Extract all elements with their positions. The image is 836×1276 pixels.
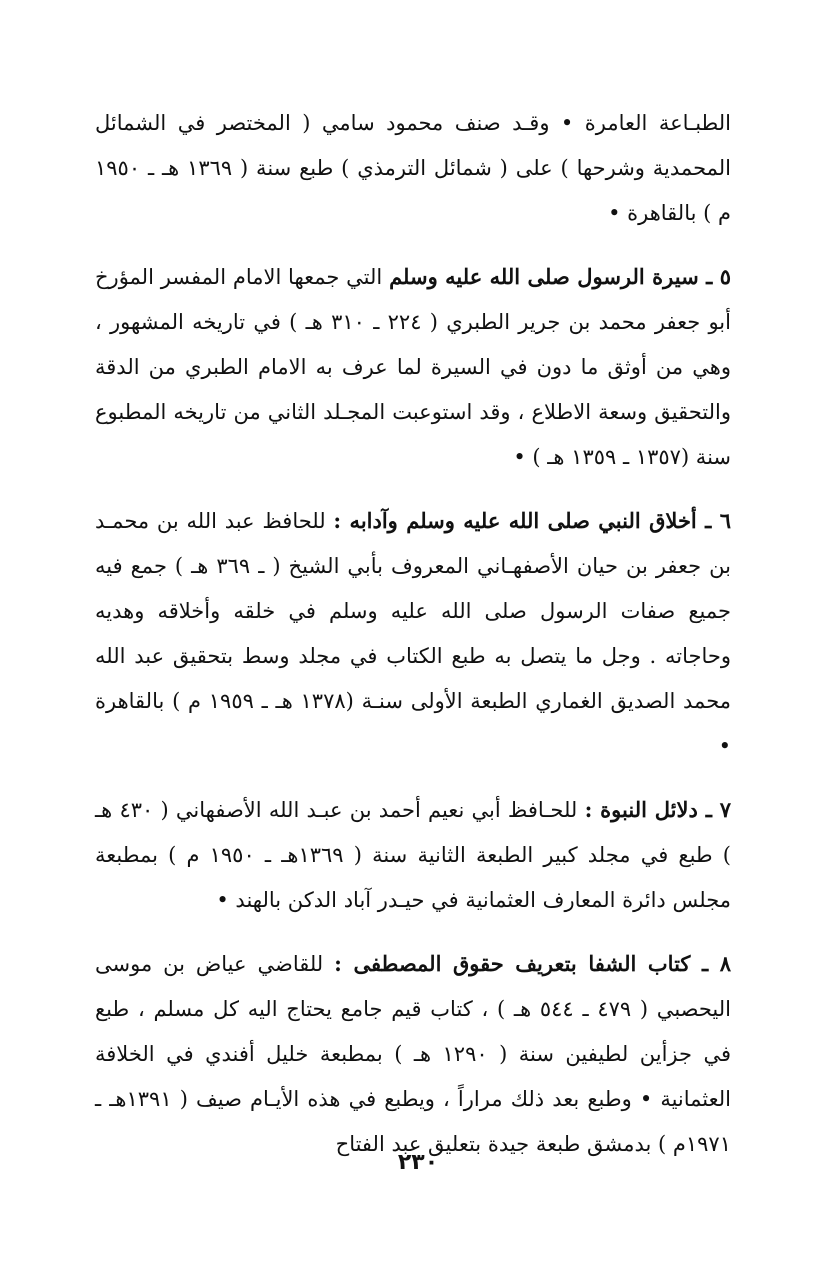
paragraph-2-heading: ٥ ـ سيرة الرسول صلى الله عليه وسلم (389, 264, 731, 289)
paragraph-5-heading: ٨ ـ كتاب الشفا بتعريف حقوق المصطفى : (334, 951, 731, 976)
page-body (95, 100, 731, 1167)
paragraph-2 (95, 254, 731, 480)
paragraph-4-text: للحـافظ أبي نعيم أحمد بن عبـد الله الأصفهاني ( ٤٣٠ هـ ) طبع في مجلد كبير الطبعة الثانية سنة ( ١٣٦٩هـ ـ ١٩٥٠ م ) بمطبعة مجلس دائرة المعارف العثمانية في حيـدر آباد الدكن بالهند • (95, 798, 731, 912)
paragraph-4 (95, 787, 731, 923)
paragraph-4-heading: ٧ ـ دلائل النبوة : (584, 797, 731, 822)
paragraph-5 (95, 941, 731, 1167)
paragraph-3-heading: ٦ ـ أخلاق النبي صلى الله عليه وسلم وآدابه : (333, 508, 731, 533)
paragraph-3-text: للحافظ عبد الله بن محمـد بن جعفر بن حيان الأصفهـاني المعروف بأبي الشيخ ( ـ ٣٦٩ هـ ) جمع فيه جميع صفات الرسول صلى الله عليه وسلم في خلقه وأخلاقه وهديه وحاجاته . وجل ما يتصل به طبع الكتاب في مجلد وسط بتحقيق عبد الله محمد الصديق الغماري الطبعة الأولى سنـة (١٣٧٨ هـ ـ ١٩٥٩ م ) بالقاهرة • (95, 509, 731, 758)
page-number: ٢٣٠ (397, 1150, 439, 1175)
paragraph-3 (95, 498, 731, 769)
paragraph-5-text: للقاضي عياض بن موسى اليحصبي ( ٤٧٩ ـ ٥٤٤ هـ ) ، كتاب قيم جامع يحتاج اليه كل مسلم ، طبع في جزأين لطيفين سنة ( ١٢٩٠ هـ ) بمطبعة خليل أفندي في الخلافة العثمانية • وطبع بعد ذلك مراراً ، ويطبع في هذه الأيـام صيف ( ١٣٩١هـ ـ ١٩٧١م ) بدمشق طبعة جيدة بتعليق عبد الفتاح (95, 952, 732, 1156)
paragraph-1 (95, 100, 731, 236)
paragraph-2-text: التي جمعها الامام المفسر المؤرخ أبو جعفر محمد بن جرير الطبري ( ٢٢٤ ـ ٣١٠ هـ ) في تاريخه المشهور ، وهي من أوثق ما دون في السيرة لما عرف به الامام الطبري من الدقة والتحقيق وسعة الاطلاع ، وقد استوعبت المجـلد الثاني من تاريخه المطبوع سنة (١٣٥٧ ـ ١٣٥٩ هـ ) • (95, 265, 731, 469)
paragraph-1-text: الطبـاعة العامرة • وقـد صنف محمود سامي ( المختصر في الشمائل المحمدية وشرحها ) على ( شمائل الترمذي ) طبع سنة ( ١٣٦٩ هـ ـ ١٩٥٠ م ) بالقاهرة • (95, 111, 731, 225)
